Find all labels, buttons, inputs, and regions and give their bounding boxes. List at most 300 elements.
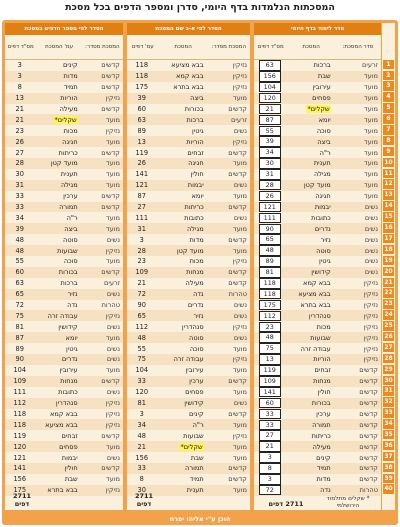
tractate-name: מועד קטן [176,246,204,255]
table-row [127,310,250,321]
table-row [5,321,123,332]
panel-daf-yomi-order [254,23,381,510]
tractate-name: יבמות [314,203,331,212]
page-count: 48 [137,333,146,342]
cell-tractate [285,61,333,69]
page-count: 112 [135,322,149,331]
col-header-pages: מס"ד דפים [257,43,284,50]
page-count: 81 [137,399,146,408]
cell-seder: מועד [363,72,378,81]
cell-pages [5,454,34,462]
tractate-name: חגיגה [188,159,204,168]
cell-seder: מועד [363,126,378,135]
row-number-badge: 8 [383,136,394,146]
tractate-name: שבת [64,475,78,484]
cell-seder: מועד [363,94,378,103]
cell-tractate [34,236,80,244]
cell-pages [127,399,157,407]
tractate-name: קינים [63,61,78,70]
table-row [127,169,250,180]
cell-pages [127,116,157,124]
row-number [382,255,395,266]
row-number [382,397,395,408]
cell-pages [5,334,34,342]
tractate-name: כריתות [311,431,331,440]
tractate-name: יבמות [61,453,78,462]
tractate-name: פסחים [312,94,331,103]
row-number-badge: 6 [383,114,394,124]
tractate-name: מגילה [60,181,78,190]
table-row [5,256,123,267]
row-number [382,375,395,386]
cell-tractate [34,454,80,462]
row-number-column [382,23,395,510]
cell-pages [127,214,157,222]
cell-pages [5,475,34,483]
cell-pages [5,61,34,69]
cell-pages [5,301,34,309]
cell-tractate [157,214,207,222]
page-count: 13 [259,354,281,365]
col-header-seder: המסכת מסדר: [85,43,120,50]
page-count: 63 [15,279,24,288]
cell-pages [5,421,34,429]
tractate-name: מדות [189,235,204,244]
cell-seder: נזיקין [105,399,120,408]
tractate-name: ברכות [60,279,78,288]
cell-seder: קדשים [359,475,378,484]
cell-seder: מועד [232,344,247,353]
cell-tractate [285,279,333,287]
cell-tractate [285,159,333,167]
row-number [382,342,395,353]
cell-seder: מועד [232,486,247,495]
cell-tractate [157,334,207,342]
table-row [127,93,250,104]
cell-tractate [157,203,207,211]
table-row [5,387,123,398]
cell-pages [127,421,157,429]
page-count: 89 [15,344,24,353]
row-number-badge: 32 [384,398,393,406]
tractate-name: בבא בתרא [47,486,78,495]
cell-pages [5,247,34,255]
tractate-name: נזיר [320,235,331,244]
cell-seder: נזיקין [232,61,247,70]
table-row [127,365,250,376]
row-number [382,124,395,135]
cell-seder: נשים [233,213,247,222]
cell-seder: נשים [106,322,120,331]
cell-tractate [157,355,207,363]
cell-pages [5,410,34,418]
table-row [5,147,123,158]
table-row [127,147,250,158]
tractate-name: מעילה [59,105,78,113]
cell-tractate [34,312,80,320]
row-number-badge: 33 [384,409,393,417]
cell-tractate [285,192,333,200]
cell-seder: נשים [233,333,247,342]
page-count: 30 [137,486,146,495]
table-row [5,158,123,169]
cell-tractate [157,312,207,320]
page-count: 118 [135,61,149,70]
panel-header: הסדר לפי מספר הדפים במסכת [5,23,123,35]
row-number [382,103,395,114]
table-row [5,300,123,311]
page-count: 90 [137,301,146,310]
page-count: 39 [15,224,24,233]
cell-tractate [34,432,80,440]
table-row [127,278,250,289]
cell-seder: נשים [364,246,378,255]
row-number [382,418,395,429]
table-row [254,114,381,125]
cell-tractate [157,268,207,276]
cell-seder: קדשים [228,279,247,288]
cell-tractate [157,170,207,178]
table-row [127,354,250,365]
column-headers [5,35,123,60]
tractate-name: תמורה [312,420,331,429]
table-row [5,398,123,409]
cell-tractate [157,149,207,157]
cell-seder: נזיקין [232,431,247,440]
row-number-badge: 25 [384,322,393,330]
page-count: 175 [259,300,281,311]
cell-pages [5,443,34,451]
cell-seder: מועד [363,159,378,168]
cell-seder: זרעים [104,279,120,288]
cell-pages [254,289,285,300]
tractate-name: מנחות [313,377,331,386]
page-count: 118 [135,72,149,81]
page-count: 21 [137,442,146,451]
cell-tractate [157,105,207,113]
page-count: 120 [13,442,27,451]
page-count: 81 [15,322,24,331]
row-number [382,168,395,179]
tractate-name: תמיד [316,464,331,473]
panel-header: הסדר לפי א-ב שם המסכת [127,23,250,35]
cell-seder: מועד [363,170,378,179]
cell-tractate [34,192,80,200]
table-row [254,300,381,311]
row-number [382,157,395,168]
cell-tractate [157,257,207,265]
row-number [382,92,395,103]
cell-seder: מועד [363,137,378,146]
footnote: * שקלים מתלמוד הירושלמי [326,496,370,509]
page-count: 72 [259,485,281,496]
tractate-name: הוריות [186,137,204,146]
tractate-name: מנחות [186,268,204,277]
tractate-name: שבועות [57,246,78,255]
cell-seder: נזיקין [363,290,378,299]
cell-tractate [285,355,333,363]
row-number-badge: 12 [384,180,393,188]
cell-tractate [157,72,207,80]
row-number-badge: 35 [384,430,393,438]
table-row [254,180,381,191]
row-number-badge: 34 [384,420,393,428]
tractate-name: ביצה [317,137,331,146]
cell-pages [127,247,157,255]
cell-tractate [34,105,80,113]
cell-tractate [157,464,207,472]
cell-pages [5,149,34,157]
page-count: 90 [259,224,281,235]
cell-tractate [157,399,207,407]
cell-seder: מועד [232,246,247,255]
page-count: 31 [137,224,146,233]
cell-tractate [285,421,333,429]
page-count: 55 [15,257,24,266]
table-row [5,332,123,343]
cell-tractate [157,377,207,385]
cell-tractate [34,116,80,124]
page-count: 55 [137,344,146,353]
cell-seder: נשים [106,235,120,244]
table-row [5,136,123,147]
row-number [382,440,395,451]
tractate-name: גיטין [318,257,331,266]
table-row [5,278,123,289]
cell-seder: מועד [105,475,120,484]
cell-tractate [157,236,207,244]
cell-pages [254,430,285,441]
tractate-name: נדה [193,290,204,299]
cell-tractate [285,290,333,298]
page-count: 75 [15,311,24,320]
cell-seder: נזיקין [232,83,247,92]
row-number [382,266,395,277]
cell-seder: מועד [232,94,247,103]
page-count: 48 [15,235,24,244]
cell-seder: נזיקין [105,409,120,418]
row-number [382,277,395,288]
page-count: 87 [259,115,281,126]
cell-seder: קדשים [359,464,378,473]
page-count: 63 [259,60,281,71]
cell-seder: נזיקין [363,279,378,288]
page-count: 118 [13,420,27,429]
cell-tractate [157,247,207,255]
tractate-name: שקלים* [307,105,330,113]
page-count: 30 [259,158,281,169]
row-number [382,179,395,190]
row-number [382,211,395,222]
cell-pages [5,127,34,135]
tractate-name: ר"ה [192,420,204,429]
row-number-badge: 5 [383,103,394,113]
page-count: 65 [259,234,281,245]
cell-tractate [34,138,80,146]
cell-pages [127,94,157,102]
cell-pages [127,257,157,265]
tractate-name: יומא [65,333,78,342]
cell-seder: נשים [364,268,378,277]
credit-line: הוכן ע"י אליהו יפרח [169,515,231,523]
cell-pages [127,443,157,451]
table-row [127,180,250,191]
page-count: 121 [13,453,27,462]
cell-seder: קדשים [359,399,378,408]
cell-pages [127,61,157,69]
row-number-badge: 2 [383,71,394,81]
row-number-badge: 10 [384,158,393,166]
tractate-name: תמורה [59,203,78,212]
cell-pages [127,301,157,309]
cell-tractate [157,279,207,287]
table-row [127,441,250,452]
page-count: 109 [13,377,27,386]
cell-pages [5,366,34,374]
cell-pages [5,159,34,167]
row-number-badge: 39 [384,474,393,482]
cell-pages [254,398,285,409]
cell-pages [254,115,285,126]
cell-seder: טהרות [359,486,378,495]
cell-seder: נשים [233,399,247,408]
cell-tractate [157,225,207,233]
tractate-name: עבודה זרה [300,344,331,353]
table-row [127,300,250,311]
tractate-name: מדות [316,475,331,484]
tractate-name: נדה [320,486,331,495]
page-count: 156 [259,71,281,82]
row-number [382,408,395,419]
cell-tractate [34,214,80,222]
cell-tractate [34,181,80,189]
cell-seder: מועד [232,192,247,201]
cell-tractate [157,388,207,396]
row-number-badge: 22 [384,289,393,297]
page-count: 72 [137,290,146,299]
page-count: 111 [259,213,281,224]
col-header-tractate: עמ' המסכת [45,43,74,50]
cell-tractate [34,61,80,69]
table-row [5,114,123,125]
page-count: 120 [135,388,149,397]
cell-pages [127,345,157,353]
cell-tractate [285,475,333,483]
cell-pages [254,191,285,202]
cell-tractate [285,127,333,135]
row-number-badge: 24 [384,311,393,319]
cell-tractate [34,170,80,178]
table-row [5,267,123,278]
row-number-badge: 38 [384,463,393,471]
table-row [254,234,381,245]
page-count: 175 [135,83,149,92]
cell-pages [127,312,157,320]
tractate-name: ערכין [316,409,331,418]
cell-tractate [285,464,333,472]
cell-seder: נשים [106,453,120,462]
cell-pages [5,236,34,244]
col-header-tractate: המסכת [302,43,320,50]
page-count: 28 [15,159,24,168]
row-number-badge: 17 [384,234,393,242]
row-number [382,353,395,364]
page-count: 109 [135,268,149,277]
cell-pages [254,213,285,224]
page-count: 87 [137,192,146,201]
table-row [127,289,250,300]
page-count: 118 [259,278,281,289]
cell-seder: נזיקין [105,486,120,495]
cell-pages [5,214,34,222]
cell-seder: קדשים [228,377,247,386]
tractate-name: תענית [60,170,78,179]
cell-tractate [285,486,333,494]
row-number [382,146,395,157]
cell-tractate [285,94,333,102]
tractate-name: זבחים [187,148,204,157]
page-count: 156 [13,475,27,484]
cell-seder: קדשים [359,442,378,451]
table-row [5,71,123,82]
cell-pages [127,388,157,396]
table-row [127,191,250,202]
table-row [5,234,123,245]
tractate-name: חולין [317,388,331,397]
column-headers [127,35,250,60]
tractate-name: סוכה [189,344,204,353]
cell-pages [254,332,285,343]
page-count: 119 [135,148,149,157]
cell-seder: מועד [232,388,247,397]
row-number-badge: 40 [384,485,393,493]
table-row [5,191,123,202]
cell-tractate [285,399,333,407]
cell-pages [254,158,285,169]
cell-seder: מועד [105,115,120,124]
cell-seder: נשים [364,224,378,233]
page-count: 60 [137,105,146,113]
row-number [382,451,395,462]
tractate-name: ביצה [190,94,204,103]
cell-pages [127,127,157,135]
cell-tractate [157,410,207,418]
page-count: 23 [15,126,24,135]
cell-seder: קדשים [228,105,247,113]
page-count: 48 [137,431,146,440]
tractate-name: תמיד [63,83,78,92]
cell-seder: מועד [105,137,120,146]
cell-tractate [34,203,80,211]
table-row [5,289,123,300]
cell-seder: טהרות [101,301,120,310]
page-count: 34 [15,213,24,222]
row-number [382,473,395,484]
cell-pages [127,334,157,342]
cell-tractate [34,443,80,451]
cell-tractate [285,268,333,276]
row-number [382,222,395,233]
table-row [127,463,250,474]
cell-tractate [34,366,80,374]
row-number [382,364,395,375]
cell-pages [254,104,285,115]
cell-tractate [285,72,333,80]
tractate-name: הוריות [60,94,78,103]
tractate-name: בבא בתרא [300,301,331,310]
tractate-name: נזיר [193,311,204,320]
tractate-name: שבועות [310,333,331,342]
